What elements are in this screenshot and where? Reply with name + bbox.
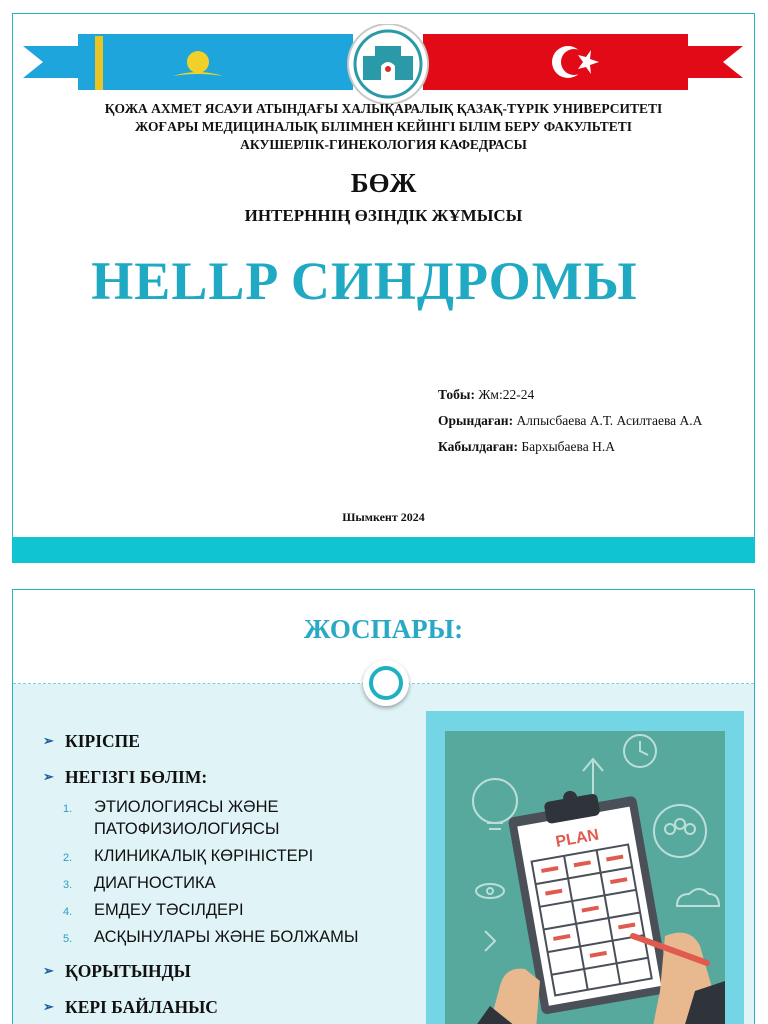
ring-icon [363,660,409,706]
item-number: 1. [63,803,73,815]
item-number: 2. [63,852,73,864]
item-number: 5. [63,933,73,945]
intro-label: КІРІСПЕ [65,731,140,751]
plan-title: ЖОСПАРЫ: [303,614,464,644]
item-text: КЛИНИКАЛЫҚ КӨРІНІСТЕРІ [94,847,314,865]
list-item [43,960,423,996]
arrow-bullet-icon: ➢ [43,769,54,784]
accepted-label: Кабылдаған: [438,439,518,454]
list-item [43,730,423,766]
title-slide [12,13,755,563]
performed-label: Орындаған: [438,413,514,428]
sub-list-item [63,872,423,894]
work-type: БӨЖ [350,168,417,198]
arrow-bullet-icon: ➢ [43,999,54,1014]
sub-list-item [63,796,423,840]
accepted-value: Бархыбаева Н.А [517,439,615,454]
city-year: Шымкент 2024 [342,510,425,524]
plan-slide [12,589,755,1024]
sub-list-item [63,899,423,921]
work-subtitle: ИНТЕРННІҢ ӨЗІНДІК ЖҰМЫСЫ [244,206,523,225]
faculty-name: ЖОҒАРЫ МЕДИЦИНАЛЫҚ БІЛІМНЕН КЕЙІНГІ БІЛІМ БЕРУ ФАКУЛЬТЕТІ [135,119,632,134]
item-text: АСҚЫНУЛАРЫ ЖӘНЕ БОЛЖАМЫ [94,928,359,946]
clipboard-plan-icon [445,731,725,1024]
performed-value: Алпысбаева А.Т. Асилтаева А.А [513,413,703,428]
department-name: АКУШЕРЛІК-ГИНЕКОЛОГИЯ КАФЕДРАСЫ [240,137,527,152]
item-text: ЕМДЕУ ТӘСІЛДЕРІ [94,901,244,919]
university-header [13,100,754,154]
item-number: 3. [63,879,73,891]
list-item [43,996,423,1024]
group-label: Тобы: [438,387,475,402]
main-part-sublist [63,796,423,948]
performed-row [438,412,702,438]
kz-ornament [95,36,103,90]
presentation-title: HELLP СИНДРОМЫ [91,251,638,311]
group-row [438,386,702,412]
agenda-list [43,730,423,1024]
main-part-label: НЕГІЗГІ БӨЛІМ: [65,767,208,787]
item-text: ДИАГНОСТИКА [94,874,216,892]
arrow-bullet-icon: ➢ [43,733,54,748]
university-name: ҚОЖА АХМЕТ ЯСАУИ АТЫНДАҒЫ ХАЛЫҚАРАЛЫҚ ҚАЗАҚ-ТҮРІК УНИВЕРСИТЕТІ [104,101,663,116]
sub-list-item [63,926,423,948]
group-value: Жм:22-24 [474,387,535,402]
plan-label: PLAN [554,826,601,851]
bottom-accent-bar [12,537,755,563]
sub-list-item [63,845,423,867]
feedback-label: КЕРІ БАЙЛАНЫС [65,997,218,1017]
accepted-row [438,438,702,464]
kz-sun-icon [187,51,209,73]
arrow-bullet-icon: ➢ [43,963,54,978]
item-number: 4. [63,906,73,918]
plan-illustration [426,711,744,1024]
flags-banner [23,24,743,104]
item-text: ЭТИОЛОГИЯСЫ ЖӘНЕ ПАТОФИЗИОЛОГИЯСЫ [94,798,280,838]
author-info [438,386,702,464]
conclusion-label: ҚОРЫТЫНДЫ [65,961,191,981]
